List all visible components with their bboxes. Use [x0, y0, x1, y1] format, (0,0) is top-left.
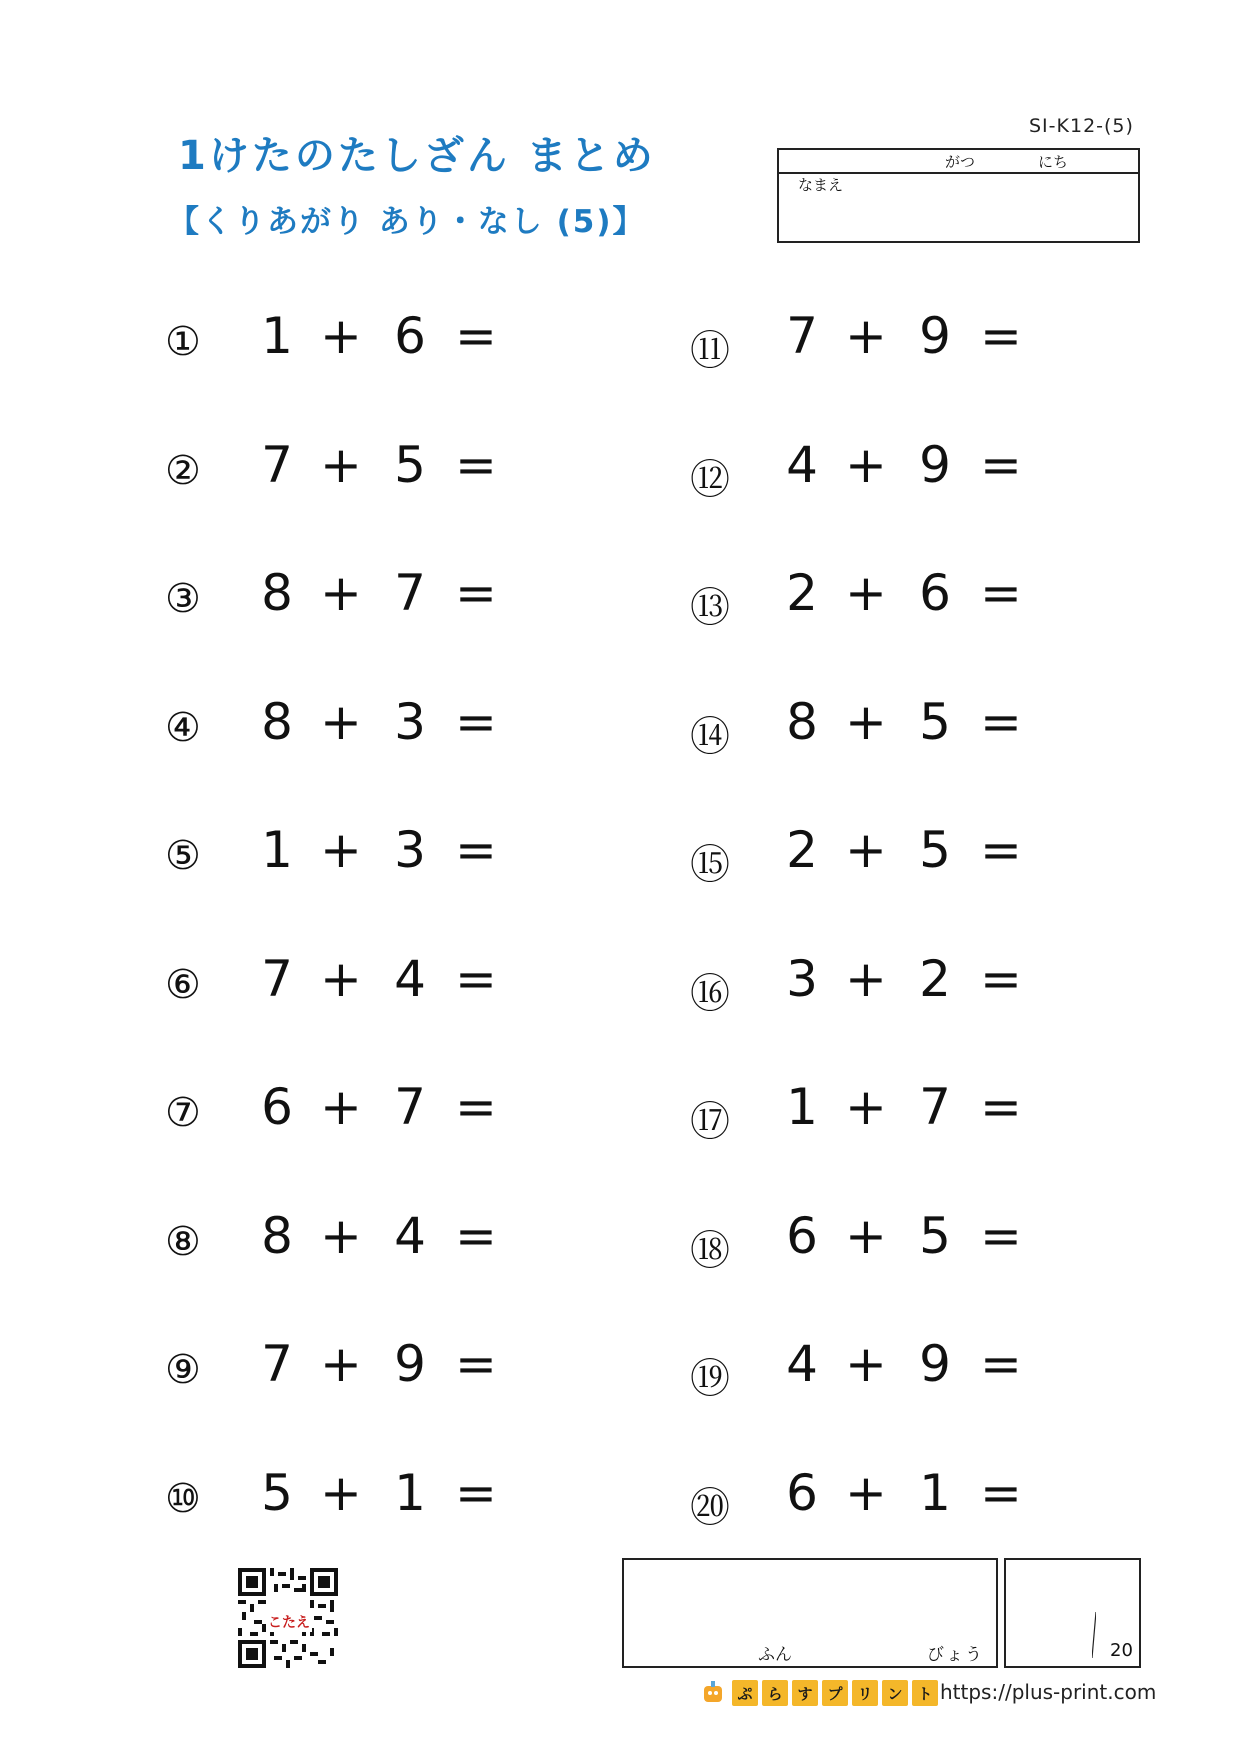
- problem-op: +: [845, 821, 887, 879]
- seconds-label: びょう: [927, 1645, 984, 1665]
- problem-op: +: [320, 1335, 362, 1393]
- problem-a: 2: [786, 821, 818, 879]
- problem-b: 9: [394, 1335, 426, 1393]
- problem-eq: =: [980, 1463, 1022, 1522]
- problem-b: 9: [919, 307, 951, 365]
- problem-a: 7: [786, 307, 818, 365]
- problem-num: ⑭: [690, 713, 730, 760]
- problem-b: 1: [919, 1463, 951, 1522]
- problem-a: 5: [261, 1463, 293, 1522]
- problem-num: ⑩: [165, 1475, 201, 1522]
- problem-op: +: [320, 821, 362, 879]
- problem-eq: =: [980, 692, 1022, 751]
- problem-b: 3: [394, 821, 426, 879]
- problem-b: 7: [394, 564, 426, 622]
- problem-a: 7: [261, 949, 293, 1008]
- score-box: [1004, 1558, 1141, 1668]
- problem-a: 1: [786, 1078, 818, 1136]
- problem-num: ③: [165, 576, 201, 622]
- problem-b: 6: [394, 307, 426, 365]
- problem-num: ⑰: [690, 1099, 730, 1145]
- worksheet-title: 1けたのたしざん まとめ: [178, 133, 656, 179]
- problem-a: 2: [786, 564, 818, 622]
- problem-num: ⑫: [690, 456, 730, 503]
- problem-op: +: [320, 564, 362, 622]
- site-url[interactable]: https://plus-print.com: [940, 1680, 1157, 1704]
- problem-b: 6: [919, 564, 951, 622]
- problem-b: 4: [394, 1206, 426, 1265]
- problem-op: +: [320, 1078, 362, 1136]
- problem-a: 6: [786, 1206, 818, 1265]
- logo-text: [732, 1680, 942, 1706]
- problem-b: 5: [919, 692, 951, 751]
- day-label: にち: [1038, 153, 1069, 171]
- problem-a: 3: [786, 949, 818, 1008]
- problem-num: ②: [165, 447, 201, 494]
- problem-op: +: [845, 1463, 887, 1522]
- logo-char: プ: [822, 1680, 848, 1706]
- problem-eq: =: [455, 821, 497, 879]
- problem-op: +: [320, 435, 362, 494]
- problem-a: 1: [261, 821, 293, 879]
- problem-a: 8: [261, 692, 293, 751]
- problem-b: 2: [919, 949, 951, 1008]
- problem-eq: =: [455, 435, 497, 494]
- problem-eq: =: [980, 564, 1022, 622]
- problem-b: 5: [919, 821, 951, 879]
- problem-num: ⑳: [690, 1484, 730, 1531]
- worksheet-subtitle: 【くりあがり あり・なし (5)】: [168, 204, 646, 240]
- problem-eq: =: [455, 1463, 497, 1522]
- problem-b: 5: [919, 1206, 951, 1265]
- problem-eq: =: [980, 949, 1022, 1008]
- problem-eq: =: [980, 821, 1022, 879]
- problem-eq: =: [455, 1078, 497, 1136]
- problem-eq: =: [455, 1335, 497, 1393]
- worksheet-code: SI-K12-(5): [1029, 115, 1134, 137]
- problem-num: ⑮: [690, 842, 730, 888]
- problem-b: 1: [394, 1463, 426, 1522]
- score-total: 20: [1110, 1640, 1133, 1661]
- problem-num: ①: [165, 319, 201, 365]
- name-date-box: [777, 148, 1140, 243]
- logo-char: ら: [762, 1680, 788, 1706]
- mascot-icon: [700, 1680, 726, 1706]
- problem-b: 4: [394, 949, 426, 1008]
- time-box: [622, 1558, 998, 1668]
- logo-char: す: [792, 1680, 818, 1706]
- problem-op: +: [320, 307, 362, 365]
- problem-eq: =: [980, 435, 1022, 494]
- problem-num: ⑬: [690, 585, 730, 631]
- logo-char: ぷ: [732, 1680, 758, 1706]
- problem-eq: =: [455, 1206, 497, 1265]
- logo-char: リ: [852, 1680, 878, 1706]
- problem-num: ⑪: [690, 328, 730, 374]
- date-row: [779, 150, 1138, 174]
- problem-op: +: [845, 564, 887, 622]
- problem-a: 7: [261, 435, 293, 494]
- problem-a: 6: [786, 1463, 818, 1522]
- score-slash-icon: [1092, 1612, 1096, 1658]
- problem-eq: =: [455, 564, 497, 622]
- problem-num: ⑯: [690, 970, 730, 1017]
- problem-op: +: [845, 435, 887, 494]
- problem-num: ④: [165, 704, 201, 751]
- problem-b: 9: [919, 435, 951, 494]
- problem-eq: =: [980, 1078, 1022, 1136]
- problem-op: +: [320, 1463, 362, 1522]
- problem-a: 7: [261, 1335, 293, 1393]
- logo-char: ト: [912, 1680, 938, 1706]
- problem-a: 8: [261, 564, 293, 622]
- problem-num: ⑱: [690, 1227, 730, 1274]
- month-label: がつ: [945, 153, 976, 171]
- logo-char: ン: [882, 1680, 908, 1706]
- problem-op: +: [845, 692, 887, 751]
- problem-num: ⑥: [165, 961, 201, 1008]
- problem-eq: =: [980, 307, 1022, 365]
- problem-eq: =: [455, 307, 497, 365]
- problem-num: ⑦: [165, 1090, 201, 1136]
- problem-op: +: [320, 1206, 362, 1265]
- problem-b: 5: [394, 435, 426, 494]
- problem-b: 9: [919, 1335, 951, 1393]
- problem-eq: =: [980, 1206, 1022, 1265]
- problem-eq: =: [980, 1335, 1022, 1393]
- problem-op: +: [845, 949, 887, 1008]
- problem-a: 8: [786, 692, 818, 751]
- qr-answer-label: こたえ: [266, 1612, 312, 1632]
- minutes-label: ふん: [758, 1645, 792, 1665]
- problem-a: 1: [261, 307, 293, 365]
- problem-op: +: [845, 307, 887, 365]
- problem-a: 4: [786, 1335, 818, 1393]
- problem-op: +: [320, 692, 362, 751]
- problem-op: +: [845, 1335, 887, 1393]
- problem-a: 6: [261, 1078, 293, 1136]
- problem-num: ⑤: [165, 833, 201, 879]
- problem-op: +: [845, 1078, 887, 1136]
- problem-b: 7: [919, 1078, 951, 1136]
- problem-num: ⑧: [165, 1218, 201, 1265]
- problem-op: +: [320, 949, 362, 1008]
- problem-b: 3: [394, 692, 426, 751]
- problem-b: 7: [394, 1078, 426, 1136]
- problem-a: 8: [261, 1206, 293, 1265]
- problem-op: +: [845, 1206, 887, 1265]
- problem-num: ⑨: [165, 1347, 201, 1393]
- problem-eq: =: [455, 949, 497, 1008]
- problem-num: ⑲: [690, 1356, 730, 1402]
- name-label: なまえ: [798, 176, 844, 194]
- problem-eq: =: [455, 692, 497, 751]
- problem-a: 4: [786, 435, 818, 494]
- plus-print-logo[interactable]: [700, 1680, 942, 1706]
